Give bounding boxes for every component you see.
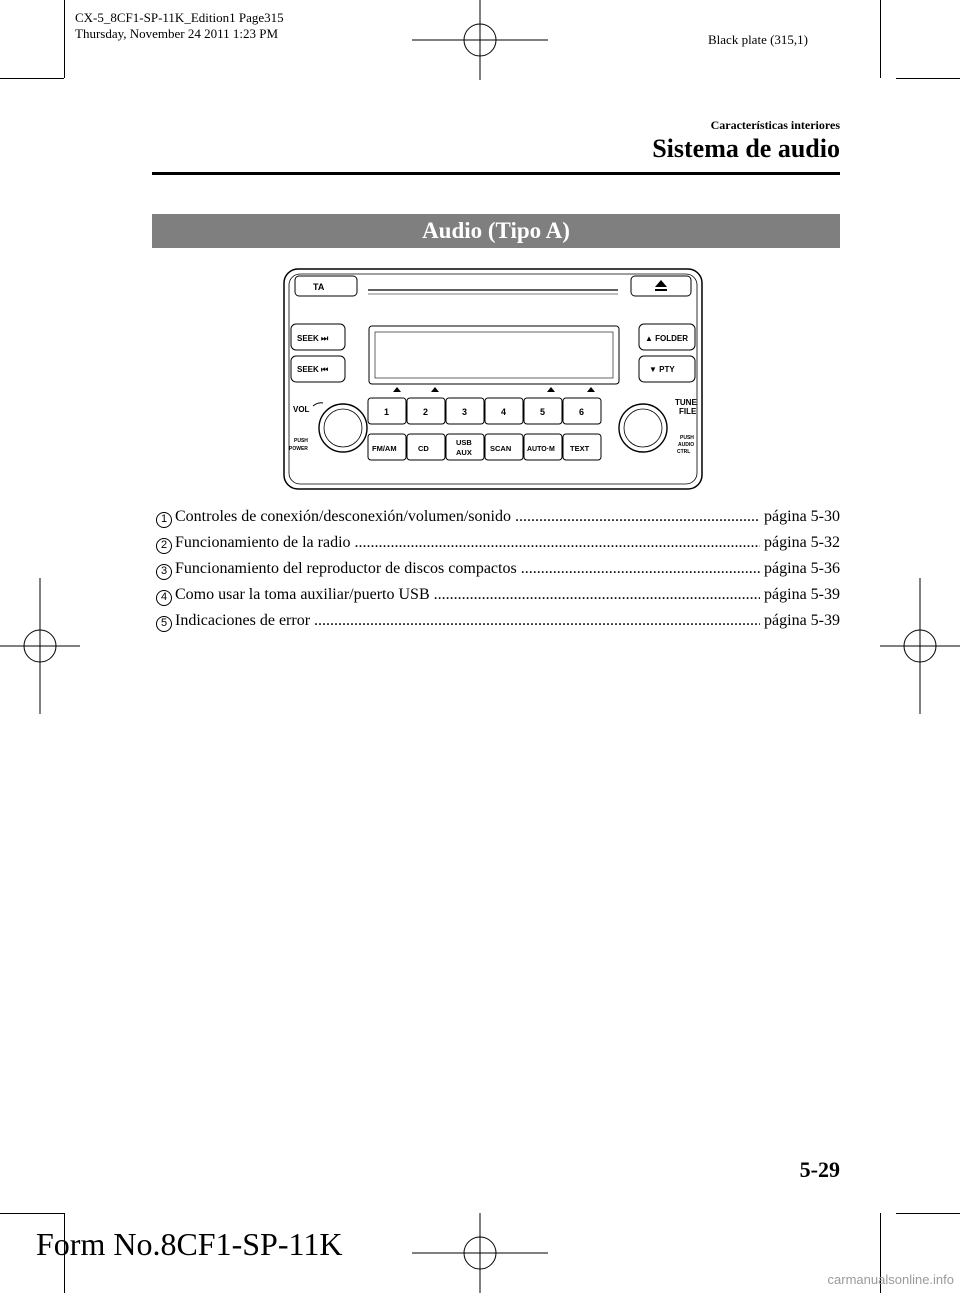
volume-knob[interactable]	[319, 404, 367, 452]
seek-down-label: SEEK ⏮	[297, 365, 329, 374]
callout-number: 4	[156, 590, 172, 606]
form-number: Form No.8CF1-SP-11K	[36, 1226, 343, 1262]
dot-leader	[515, 508, 760, 526]
toc-item-page: página 5-39	[764, 612, 840, 629]
callout-number: 2	[156, 538, 172, 554]
toc-item[interactable]	[156, 612, 840, 638]
toc-item-text: Controles de conexión/desconexión/volumen/sonido	[175, 508, 511, 525]
mode-buttons	[368, 434, 601, 460]
section-title: Sistema de audio	[652, 134, 840, 163]
toc-item-text: Funcionamiento de la radio	[175, 534, 351, 551]
toc-item-page: página 5-30	[764, 508, 840, 525]
preset-label: 3	[462, 407, 468, 417]
print-info-line2: Thursday, November 24 2011 1:23 PM	[75, 26, 279, 41]
preset-label: 5	[540, 407, 546, 417]
scan-label: SCAN	[490, 444, 512, 453]
power-label: POWER	[289, 446, 308, 452]
toc-item[interactable]	[156, 508, 840, 534]
crop-mark	[64, 0, 65, 78]
cd-label: CD	[418, 444, 429, 453]
preset-label: 2	[423, 407, 429, 417]
crop-mark	[0, 78, 64, 79]
audio-unit-illustration	[283, 268, 703, 495]
tune-label: TUNE	[675, 398, 697, 407]
dot-leader	[314, 612, 760, 630]
crop-mark	[0, 1213, 64, 1214]
ta-button[interactable]	[295, 276, 357, 296]
callout-number: 5	[156, 616, 172, 632]
toc-item[interactable]	[156, 560, 840, 586]
print-info	[75, 10, 284, 42]
toc-item[interactable]	[156, 534, 840, 560]
print-info-line1: CX-5_8CF1-SP-11K_Edition1 Page315	[75, 10, 284, 25]
folder-button[interactable]	[639, 324, 695, 350]
toc-item-page: página 5-36	[764, 560, 840, 577]
callout-number: 1	[156, 512, 172, 528]
seek-up-button[interactable]	[291, 324, 345, 350]
push-label: PUSH	[294, 438, 308, 444]
toc-item-text: Como usar la toma auxiliar/puerto USB	[175, 586, 430, 603]
registration-mark-right	[880, 578, 960, 714]
push-audio-label: PUSH	[680, 435, 694, 441]
fm-am-label: FM/AM	[372, 444, 397, 453]
toc-item-page: página 5-39	[764, 586, 840, 603]
aux-label: AUX	[456, 448, 472, 457]
dot-leader	[434, 586, 760, 604]
seek-down-button[interactable]	[291, 356, 345, 382]
plate-label: Black plate (315,1)	[708, 32, 808, 47]
eject-button[interactable]	[631, 276, 691, 296]
registration-mark-top	[412, 0, 548, 80]
dot-leader	[355, 534, 761, 552]
toc-item[interactable]	[156, 586, 840, 612]
audio-label: AUDIO	[678, 442, 695, 448]
vol-label: VOL	[293, 405, 310, 414]
preset-label: 4	[501, 407, 507, 417]
preset-label: 1	[384, 407, 390, 417]
registration-mark-left	[0, 578, 80, 714]
preset-buttons	[368, 398, 601, 424]
page-number: 5-29	[799, 1157, 840, 1182]
text-label: TEXT	[570, 444, 590, 453]
toc-item-text: Indicaciones de error	[175, 612, 311, 629]
header-rule	[152, 172, 840, 175]
ta-label: TA	[313, 282, 325, 292]
toc-list	[156, 508, 840, 638]
preset-label: 6	[579, 407, 585, 417]
file-label: FILE	[679, 407, 697, 416]
usb-label: USB	[456, 438, 472, 447]
toc-item-text: Funcionamiento del reproductor de discos compactos	[175, 560, 517, 577]
callout-number: 3	[156, 564, 172, 580]
crop-mark	[896, 1213, 960, 1214]
ctrl-label: CTRL	[677, 449, 691, 455]
seek-up-label: SEEK ⏭	[297, 334, 329, 343]
section-category: Características interiores	[710, 118, 840, 132]
dot-leader	[521, 560, 760, 578]
pty-button[interactable]	[639, 356, 695, 382]
folder-label: ▲ FOLDER	[645, 334, 689, 343]
crop-mark	[880, 0, 881, 78]
auto-m-label: AUTO·M	[527, 446, 555, 453]
toc-item-page: página 5-32	[764, 534, 840, 551]
pty-label: ▼ PTY	[649, 365, 675, 374]
registration-mark-bottom	[412, 1213, 548, 1293]
tune-knob[interactable]	[619, 404, 667, 452]
watermark: carmanualsonline.info	[827, 1272, 954, 1287]
crop-mark	[896, 78, 960, 79]
banner-title: Audio (Tipo A)	[152, 214, 840, 248]
